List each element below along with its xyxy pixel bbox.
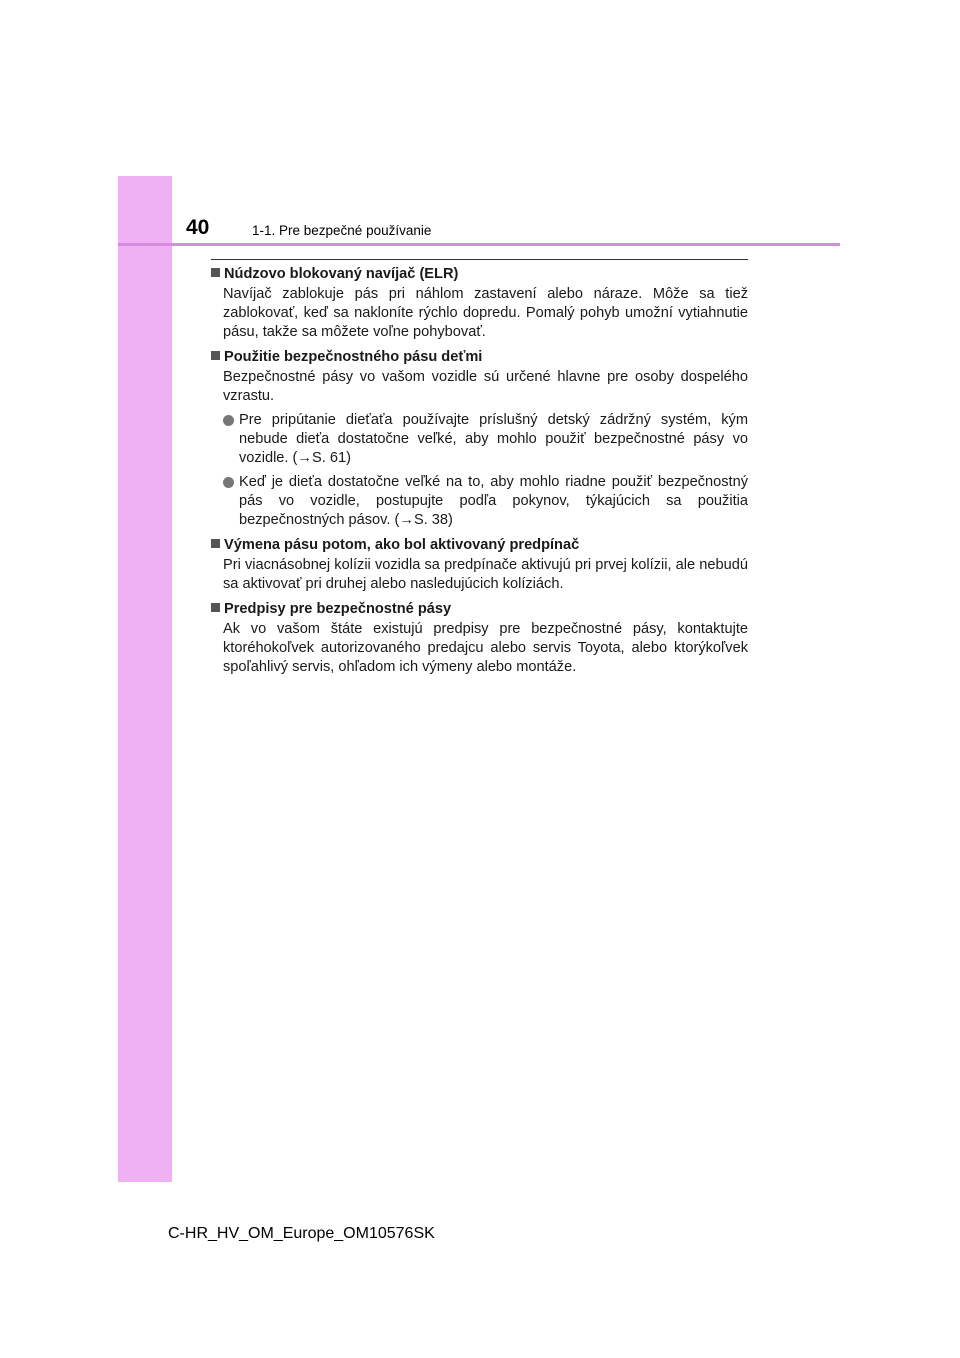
section-paragraph: Bezpečnostné pásy vo vašom vozidle sú určené hlavne pre osoby dospelého vzrastu. <box>223 369 748 404</box>
content-divider <box>211 259 748 260</box>
square-bullet-icon <box>211 268 220 277</box>
section-heading-text: Použitie bezpečnostného pásu deťmi <box>224 349 483 365</box>
list-item <box>223 473 748 530</box>
section-heading-text: Predpisy pre bezpečnostné pásy <box>224 601 452 617</box>
circle-bullet-icon <box>223 477 234 488</box>
circle-bullet-icon <box>223 415 234 426</box>
list-item <box>223 411 748 468</box>
section-children <box>211 348 748 530</box>
sidebar-tab <box>118 176 172 1182</box>
section-elr <box>211 265 748 342</box>
section-heading-text: Núdzovo blokovaný navíjač (ELR) <box>224 266 459 282</box>
page-header <box>118 176 840 244</box>
section-heading <box>211 265 748 284</box>
square-bullet-icon <box>211 351 220 360</box>
square-bullet-icon <box>211 539 220 548</box>
section-title: 1-1. Pre bezpečné používanie <box>252 223 432 238</box>
section-heading <box>211 536 748 555</box>
section-pretensioner <box>211 536 748 594</box>
section-paragraph: Pri viacnásobnej kolízii vozidla sa predpínače aktivujú pri prvej kolízii, ale nebudú sa aktivovať pri druhej alebo nasledujúcich kolíziách. <box>223 557 748 592</box>
square-bullet-icon <box>211 603 220 612</box>
section-paragraph: Navíjač zablokuje pás pri náhlom zastavení alebo náraze. Môže sa tiež zablokovať, keď sa nakloníte rýchlo dopredu. Pomalý pohyb umožní vytiahnutie pásu, takže sa môžete voľne pohybovať. <box>223 286 748 340</box>
list-item-text: Keď je dieťa dostatočne veľké na to, aby mohlo riadne použiť bezpečnostný pás vo vozidle, postupujte podľa pokynov, týkajúcich sa použitia bezpečnostných pásov. (→S. 38) <box>239 474 748 528</box>
page-number: 40 <box>186 216 210 239</box>
main-content <box>211 265 748 683</box>
section-heading <box>211 600 748 619</box>
list-item-text: Pre pripútanie dieťaťa používajte príslušný detský zádržný systém, kým nebude dieťa dostatočne veľké, aby mohlo použiť bezpečnostné pásy vo vozidle. (→S. 61) <box>239 412 748 466</box>
header-divider <box>118 243 840 246</box>
document-code: C-HR_HV_OM_Europe_OM10576SK <box>168 1225 435 1242</box>
section-regulations <box>211 600 748 677</box>
section-paragraph: Ak vo vašom štáte existujú predpisy pre bezpečnostné pásy, kontaktujte ktoréhokoľvek autorizovaného predajcu alebo servis Toyota, alebo ktorýkoľvek spoľahlivý servis, ohľadom ich výmeny alebo montáže. <box>223 621 748 675</box>
section-heading <box>211 348 748 367</box>
section-heading-text: Výmena pásu potom, ako bol aktivovaný predpínač <box>224 537 580 553</box>
